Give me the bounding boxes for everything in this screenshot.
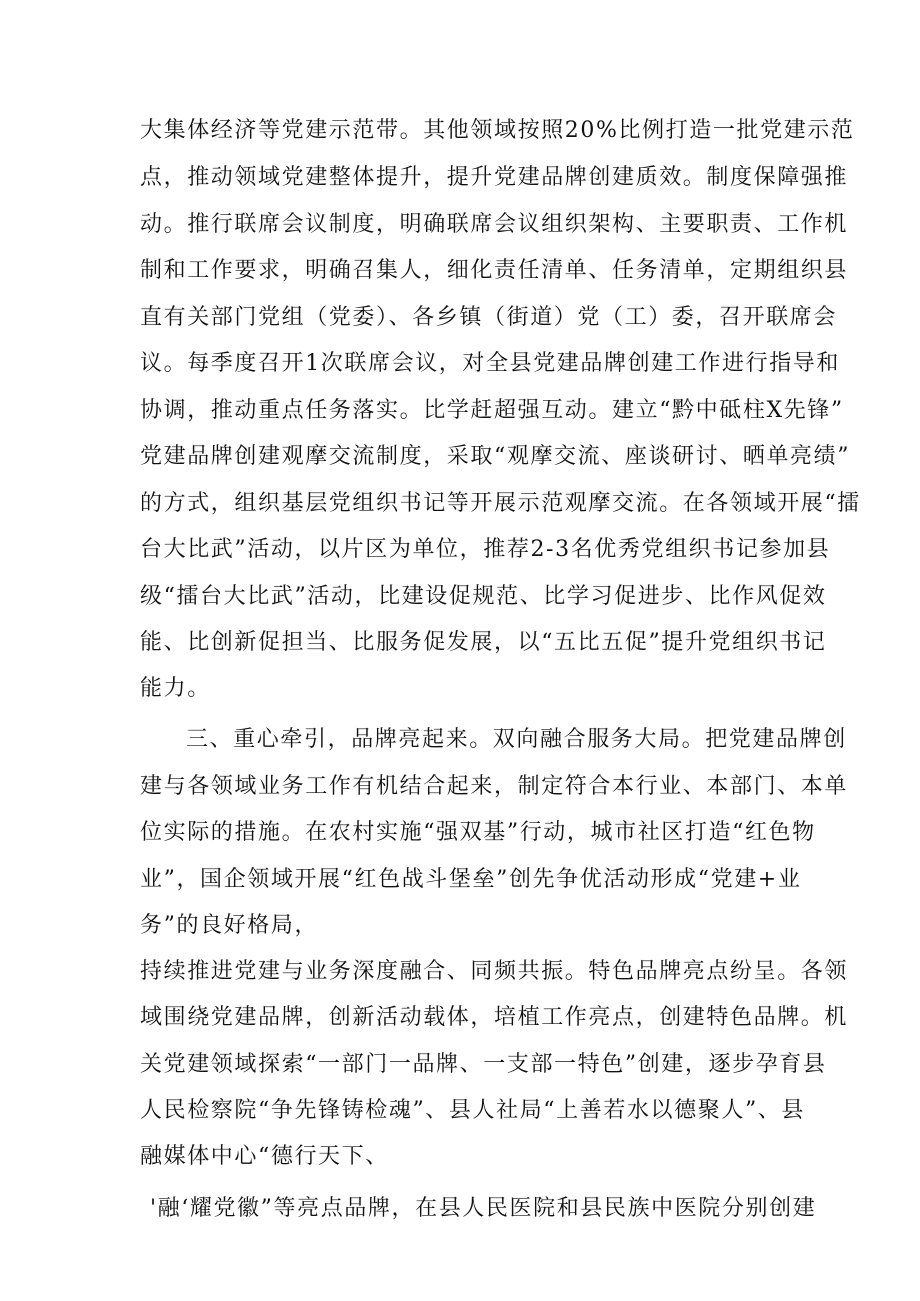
paragraph-line: 关党建领域探索“一部门一品牌、一支部一特色”创建，逐步孕育县 — [140, 1052, 827, 1077]
section-heading-line: 三、重心牵引，品牌亮起来。双向融合服务大局。把党建品牌创 — [186, 727, 847, 752]
paragraph-line: 大集体经济等党建示范带。其他领域按照20%比例打造一批党建示范 — [140, 118, 855, 143]
paragraph-line: 务”的良好格局， — [140, 913, 319, 938]
paragraph-line: 业”，国企领域开展“红色战斗堡垒”创先争优活动形成“党建+业 — [140, 867, 802, 892]
paragraph-line: 能力。 — [140, 676, 211, 701]
paragraph-line: '融‘耀党徽”等亮点品牌，在县人民医院和县民族中医院分别创建 — [150, 1196, 817, 1221]
paragraph-line: 位实际的措施。在农村实施“强双基”行动，城市社区打造“红色物 — [140, 820, 816, 845]
paragraph-line: 融媒体中心“德行天下、 — [140, 1144, 389, 1169]
paragraph-line: 协调，推动重点任务落实。比学赶超强互动。建立“黔中砥柱X先锋” — [140, 398, 844, 423]
paragraph-line: 持续推进党建与业务深度融合、同频共振。特色品牌亮点纷呈。各领 — [140, 959, 849, 984]
paragraph-line: 直有关部门党组（党委）、各乡镇（街道）党（工）委，召开联席会 — [140, 305, 838, 330]
paragraph-line: 制和工作要求，明确召集人，细化责任清单、任务清单，定期组织县 — [140, 258, 849, 283]
paragraph-line: 的方式，组织基层党组织书记等开展示范观摩交流。在各领域开展“擂 — [140, 491, 861, 516]
paragraph-line: 级“擂台大比武”活动，比建设促规范、比学习促进步、比作风促效 — [140, 584, 827, 609]
paragraph-line: 议。每季度召开1次联席会议，对全县党建品牌创建工作进行指导和 — [140, 351, 840, 376]
paragraph-line: 域围绕党建品牌，创新活动载体，培植工作亮点，创建特色品牌。机 — [140, 1005, 849, 1030]
paragraph-line: 人民检察院“争先锋铸检魂”、县人社局“上善若水以德聚人”、县 — [140, 1098, 805, 1123]
paragraph-line: 建与各领域业务工作有机结合起来，制定符合本行业、本部门、本单 — [140, 774, 849, 799]
paragraph-line: 党建品牌创建观摩交流制度，采取“观摩交流、座谈研讨、晒单亮绩” — [140, 444, 851, 469]
paragraph-line: 台大比武”活动，以片区为单位，推荐2-3名优秀党组织书记参加县 — [140, 537, 831, 562]
paragraph-line: 能、比创新促担当、比服务促发展，以“五比五促”提升党组织书记 — [140, 630, 827, 655]
paragraph-line: 点，推动领域党建整体提升，提升党建品牌创建质效。制度保障强推 — [140, 165, 849, 190]
paragraph-line: 动。推行联席会议制度，明确联席会议组织架构、主要职责、工作机 — [140, 212, 849, 237]
